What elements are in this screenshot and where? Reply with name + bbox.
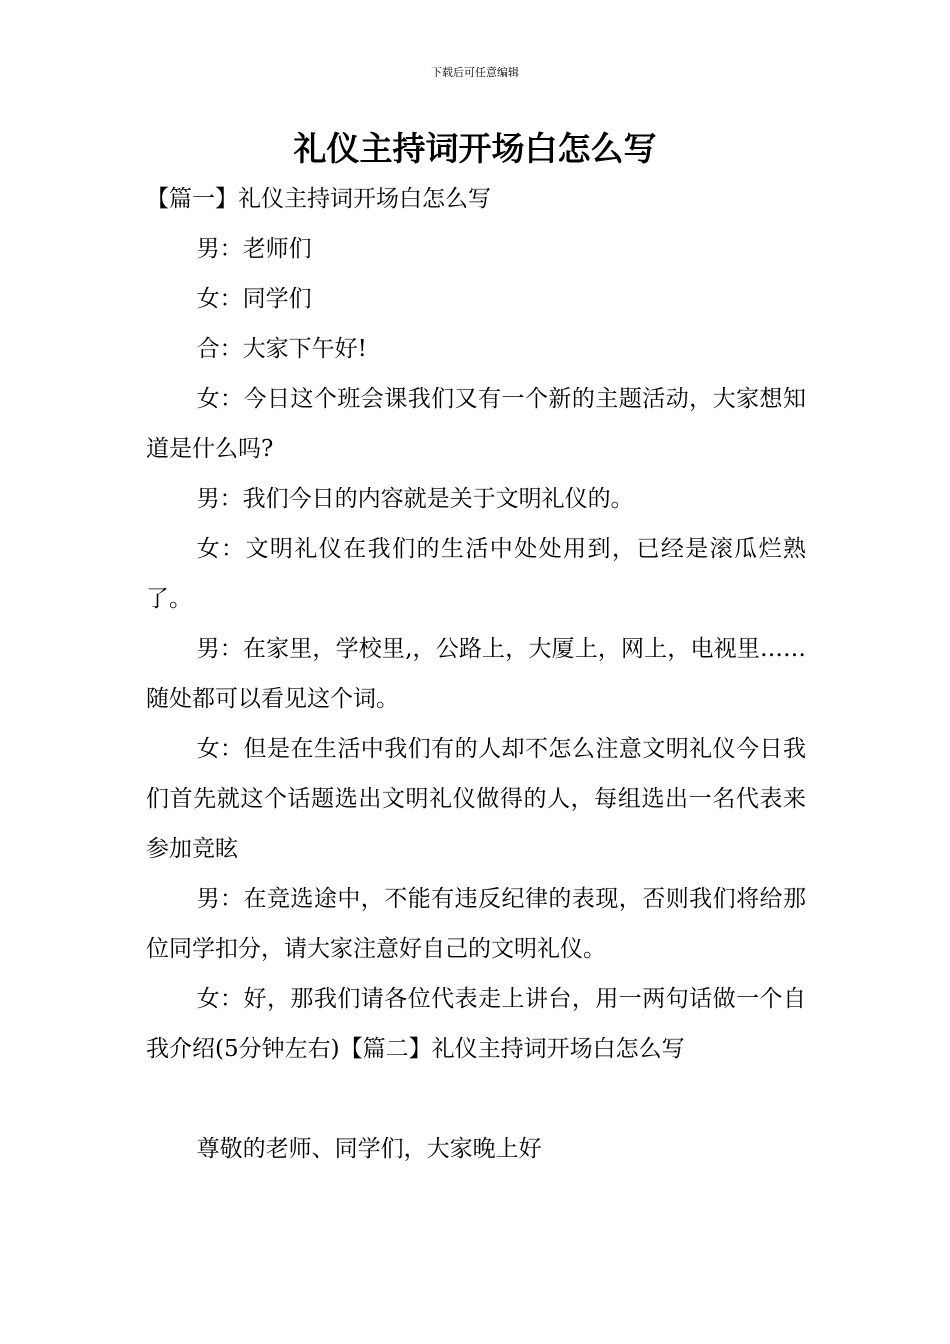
- paragraph: 男：在家里，学校里,，公路上，大厦上，网上，电视里……随处都可以看见这个词。: [146, 636, 806, 712]
- paragraph: 女：同学们: [196, 286, 312, 312]
- paragraph: 男：在竞选途中，不能有违反纪律的表现，否则我们将给那位同学扣分，请大家注意好自己的文明礼仪。: [146, 886, 806, 962]
- document-title: 礼仪主持词开场白怎么写: [293, 129, 657, 168]
- document-body: [146, 174, 806, 1174]
- paragraph: 女：文明礼仪在我们的生活中处处用到，已经是滚瓜烂熟了。: [146, 536, 806, 612]
- paragraph: 女：好，那我们请各位代表走上讲台，用一两句话做一个自我介绍(5分钟左右)【篇二】礼仪主持词开场白怎么写: [146, 986, 806, 1062]
- blank-line: [146, 1074, 806, 1124]
- paragraph: 女：今日这个班会课我们又有一个新的主题活动，大家想知道是什么吗?: [146, 386, 806, 462]
- paragraph: 合：大家下午好!: [196, 336, 367, 362]
- paragraph: 女：但是在生活中我们有的人却不怎么注意文明礼仪今日我们首先就这个话题选出文明礼仪做得的人，每组选出一名代表来参加竞眩: [146, 736, 806, 862]
- closing-paragraph: 尊敬的老师、同学们，大家晚上好: [196, 1136, 542, 1162]
- section-heading: 【篇一】礼仪主持词开场白怎么写: [146, 186, 491, 212]
- paragraph: 男：我们今日的内容就是关于文明礼仪的。: [196, 486, 634, 512]
- header-note: 下载后可任意编辑: [431, 66, 519, 79]
- paragraph: 男：老师们: [196, 236, 312, 262]
